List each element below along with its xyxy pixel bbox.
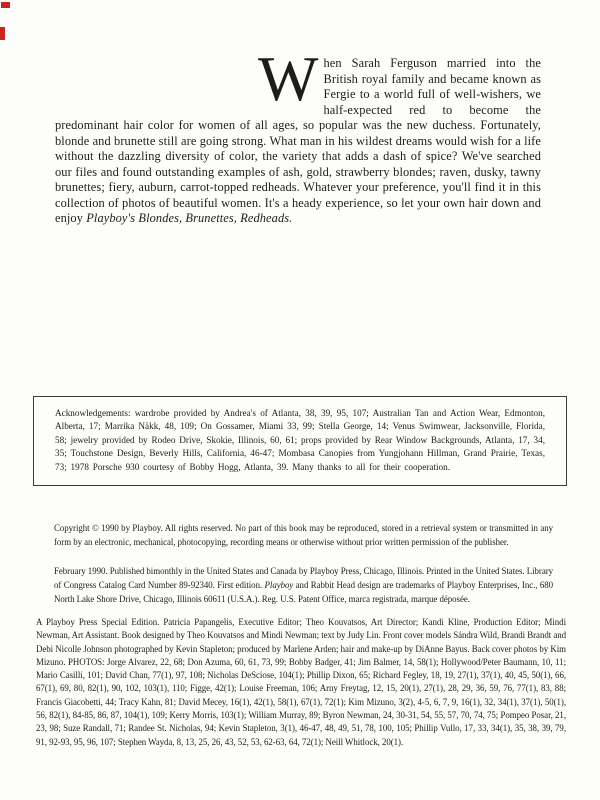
copyright-notice [54, 521, 553, 549]
credits-paragraph [36, 616, 566, 749]
publication-info [54, 564, 553, 607]
copyright-text: Copyright © 1990 by Playboy. All rights reserved. No part of this book may be reproduced, stored in a retrieval system or transmitted in any form by an electronic, mechanical, photocopying, recording means or otherwise without prior written permission of the publisher. [54, 523, 553, 548]
intro-text: hen Sarah Ferguson married into the British royal family and became known as Fergie to a world full of well-wishers, we half-expected red to become the predominant hair color for women of all ages, so popular was the new duchess. Fortunately, blonde and brunette still are going strong. What man in his wildest dreams would wish for a life without the dazzling diversity of color, the variety that adds a dash of spice? We've searched our files and found outstanding examples of ash, gold, strawberry blondes; raven, dusky, tawny brunettes; fiery, auburn, carrot-topped redheads. Whatever your preference, you'll find it in this collection of photos of beautiful women. It's a heady experience, so let your own hair down and enjoy [55, 56, 541, 225]
drop-cap-indent [55, 56, 258, 103]
intro-paragraph [55, 43, 541, 227]
credits-text: A Playboy Press Special Edition. Patricia Papangelis, Executive Editor; Theo Kouvatsos, Art Director; Kandi Kline, Production Editor; Mindi Newman, Art Assistant. Book designed by Theo Kouvatsos and Mindi Newman; text by Judy Lin. Front cover models Sándra Wild, Brandi Brandt and Debi Nicolle Johnson photographed by Kevin Stapleton; produced by Marlene Arden; hair and make-up by DiAnne Bayus. Back cover photos by Kim Mizuno. PHOTOS: Jorge Alvarez, 22, 68; Don Azuma, 60, 61, 73, 99; Bobby Badger, 41; Jim Balmer, 14, 58(1); Hollywood/Peter Baumann, 10, 11; Mario Casilli, 101; David Chan, 77(1), 97, 108; Nicholas DeSciose, 104(1); Phillip Dixon, 65; Richard Fegley, 18, 19, 27(1), 37(1), 40, 45, 50(1), 66, 67(1), 69, 80, 82(1), 90, 102, 103(1), 110; Figge, 42(1); Louise Freeman, 106; Arny Freytag, 12, 15, 20(1), 27(1), 28, 29, 36, 59, 76, 77(1), 83, 88; Francis Giacobetti, 44; Tracy Kahn, 81; David Mecey, 16(1), 42(1), 58(1), 67(1), 72(1); Kim Mizuno, 3(2), 4-5, 6, 7, 9, 16(1), 32, 34(1), 37(1), 50(1), 56, 82(1), 84-85, 86, 87, 104(1), 109; Kerry Morris, 103(1); William Murray, 89; Byron Newman, 24, 30-31, 54, 55, 57, 70, 74, 75; Pompeo Posar, 21, 23, 98; Suze Randall, 71; Randee St. Nicholas, 94; Kevin Stapleton, 3(1), 46-47, 48, 49, 51, 78, 100, 105; Phillip Vullo, 17, 33, 34(1), 35, 38, 39, 79, 91, 92-93, 95, 96, 107; Stephen Wayda, 8, 13, 25, 26, 43, 52, 53, 62-63, 64, 72(1); Neill Whitlock, 20(1). [36, 617, 566, 747]
acknowledgements-box [33, 396, 567, 486]
drop-cap-w: W [258, 43, 319, 114]
publication-text-continued: and Rabbit Head design are trademarks of Playboy Enterprises, Inc., 680 North Lake Shore Drive, Chicago, Illinois 60611 (U.S.A.). Reg. U.S. Patent Office, marca registrada, marque déposée. [54, 580, 553, 605]
acknowledgements-text: Acknowledgements: wardrobe provided by Andrea's of Atlanta, 38, 39, 95, 107; Australian Tan and Action Wear, Edmonton, Alberta, 17; Marrika Näkk, 48, 109; On Gossamer, Miami 33, 99; Stella George, 14; Venus Swimwear, Jacksonville, Florida, 58; jewelry provided by Rodeo Drive, Skokie, Illinois, 60, 61; props provided by Rear Window Backgrounds, Atlanta, 17, 34, 35; Touchstone Design, Beverly Hills, California, 46-47; Mombasa Canopies from Yungjohann Hillman, Grand Prairie, Texas, 73; 1978 Porsche 930 courtesy of Bobby Hogg, Atlanta, 39. Many thanks to all for their cooperation. [55, 408, 545, 472]
red-edge-mark-lower [0, 27, 5, 40]
red-edge-mark-top [1, 2, 10, 8]
book-title: Playboy's Blondes, Brunettes, Redheads. [86, 211, 293, 225]
playboy-trademark-name: Playboy [264, 580, 294, 591]
publication-text: February 1990. Published bimonthly in the United States and Canada by Playboy Press, Chicago, Illinois. Printed in the United States. Library of Congress Catalog Card Number 89-92340. First edition. [54, 566, 554, 591]
